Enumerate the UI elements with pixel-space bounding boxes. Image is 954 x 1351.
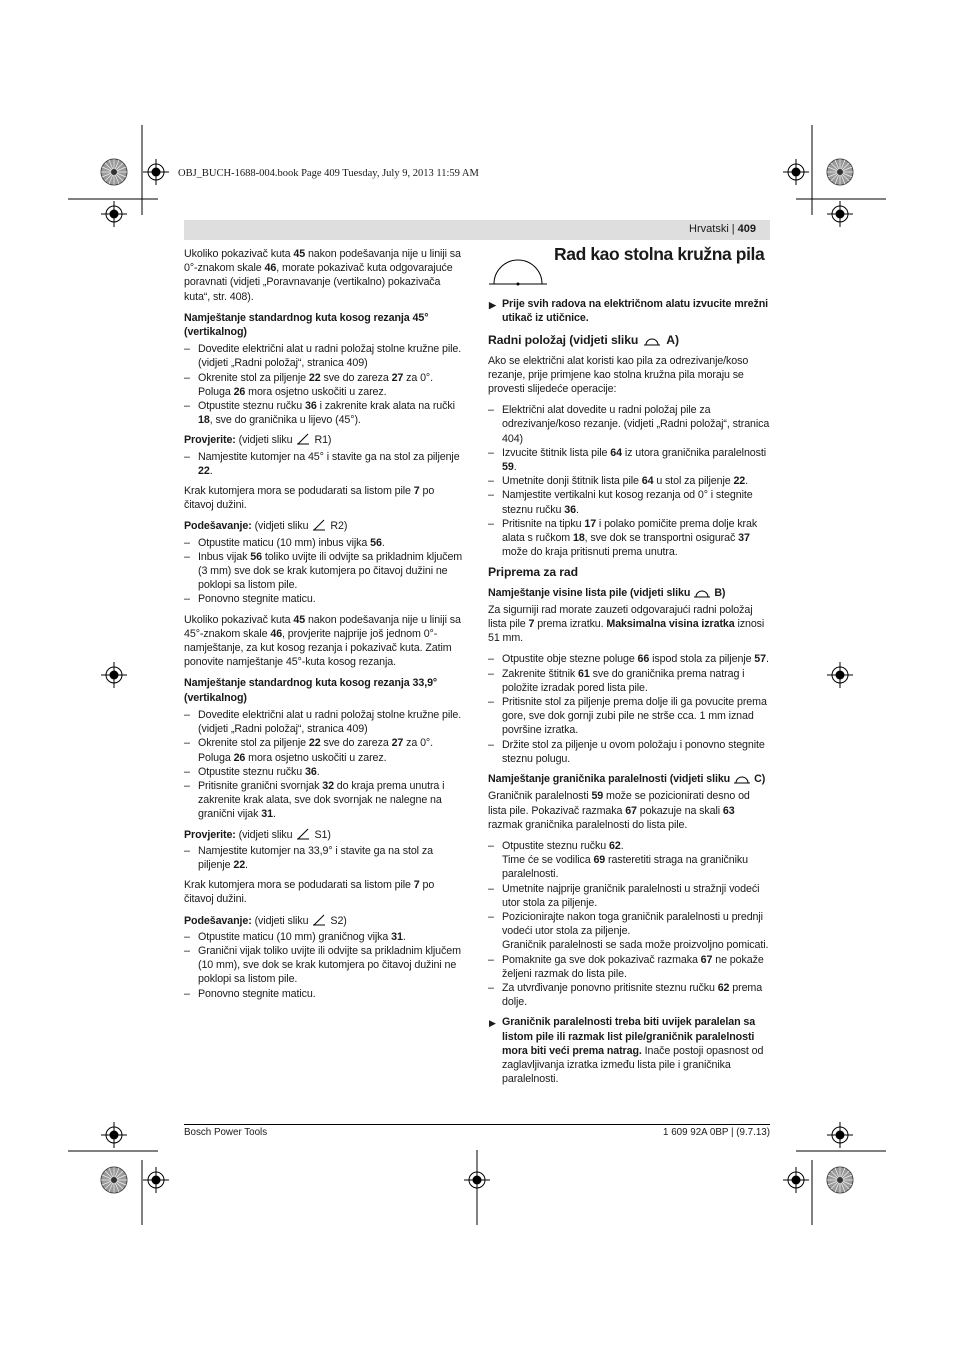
list-item: – Otpustite steznu ručku 36 i zakrenite krak alata na ručki 18, sve do graničnika u lijevo (45°). [184,400,455,427]
paragraph: Za sigurniji rad morate zauzeti odgovarajući radni položaj lista pile 7 prema izratku. Maksimalna visina izratka iznosi 51 mm. [488,603,765,645]
section-title-block [488,244,771,291]
step-list [184,844,466,872]
step-list [488,403,771,559]
list-item: – Pozicionirajte nakon toga graničnik paralelnosti u prednji vodeći utor stola za piljenje. Graničnik paralelnosti se sada može proizvoljno pomicati. [488,910,769,952]
table-saw-figure-icon [694,588,710,598]
paragraph: Krak kutomjera mora se podudarati sa listom pile 7 po čitavoj dužini. [184,879,435,906]
section-heading: Radni položaj (vidjeti sliku A) [488,333,679,348]
step-list [184,930,466,1001]
header-language: Hrvatski [689,223,729,235]
step-list [488,652,771,766]
arrow-bullet-icon: ▶ [489,300,496,310]
page-title: Rad kao stolna kružna pila [554,244,765,264]
paragraph: Graničnik paralelnosti 59 može se pozicionirati desno od lista pile. Pokazivač razmaka 67 pokazuje na skali 63 razmak graničnika paralelnosti do lista pile. [488,790,750,831]
list-item: – Namjestite vertikalni kut kosog rezanja od 0° i stegnite steznu ručku 36. [488,489,753,516]
footer-divider [184,1124,770,1125]
page-number: 409 [737,223,756,235]
list-item: – Dovedite električni alat u radni položaj stolne kružne pile. (vidjeti „Radni položaj“, stranica 409) [184,708,462,736]
footer-doc-number: 1 609 92A 0BP | (9.7.13) [663,1127,770,1138]
paragraph: Ako se električni alat koristi kao pila za odrezivanje/koso rezanje, prije primjene kao stolna kružna pila moraju se provesti slijedeće operacije: [488,354,749,396]
step-list [184,450,466,478]
list-item: – Za utvrđivanje ponovno pritisnite steznu ručku 62 prema dolje. [488,981,763,1009]
print-info-line: OBJ_BUCH-1688-004.book Page 409 Tuesday, July 9, 2013 11:59 AM [178,168,479,179]
list-item: – Dovedite električni alat u radni položaj stolne kružne pile. (vidjeti „Radni položaj“, stranica 409) [184,343,462,370]
adjust-line: Podešavanje: (vidjeti sliku S2) [184,914,347,927]
list-item: – Okrenite stol za piljenje 22 sve do zareza 27 za 0°. Poluga 26 mora osjetno uskočiti u zarez. [184,371,433,398]
list-item: – Otpustite steznu ručku 36. [184,765,320,778]
list-item: – Pritisnite na tipku 17 i polako pomičite prema dolje krak alata s ručkom 18, sve dok se transportni osigurač 37 može do kraja pritisnuti prema unutra. [488,517,758,559]
adjust-line: Podešavanje: (vidjeti sliku R2) [184,520,348,533]
step-list [184,708,466,822]
table-saw-figure-icon [644,336,660,346]
list-item: – Umetnite najprije graničnik paralelnosti u stražnji vodeći utor stola za piljenje. [488,882,760,909]
paragraph: Ukoliko pokazivač kuta 45 nakon podešavanja nije u liniji sa 0°-znakom skale 46, morate pokazivač kuta odgovarajuće poravnati (vidjeti „Poravnavanje (vertikalno) pokazivača kuta“, str. 408). [184,248,461,303]
list-item: – Namjestite kutomjer na 45° i stavite ga na stol za piljenje 22. [184,450,460,477]
step-list [184,342,466,427]
list-item: – Pritisnite granični svornjak 32 do kraja prema unutra i zakrenite krak alata, sve dok svornjak ne nalegne na granični vijak 31. [184,779,445,821]
list-item: – Otpustite steznu ručku 62. Time će se vodilica 69 rasteretiti straga na graničniku paralelnosti. [488,839,748,881]
check-line: Provjerite: (vidjeti sliku S1) [184,828,331,841]
arrow-bullet-icon: ▶ [489,1018,496,1029]
right-column [488,244,771,1094]
step-list [488,839,771,1009]
angle-figure-icon [296,433,310,445]
paragraph: Krak kutomjera mora se podudarati sa listom pile 7 po čitavoj dužini. [184,485,435,512]
list-item: – Otpustite obje stezne poluge 66 ispod stola za piljenje 57. [488,653,769,666]
section-heading: Priprema za rad [488,565,578,580]
paragraph: Ukoliko pokazivač kuta 45 nakon podešavanja nije u liniji sa 45°-znakom skale 46, provjerite najprije još jednom 0°-namještanje, za kut kosog rezanja i pokazivač kuta. Zatim ponovite namještanje 45°-kuta kosog rezanja. [184,613,461,669]
list-item: – Pritisnite stol za piljenje prema dolje ili ga povucite prema gore, sve dok gornji zubi pile ne strše cca. 1 mm iznad površine izratka. [488,696,767,737]
header-separator: | [731,223,735,235]
list-item: – Izvucite štitnik lista pile 64 iz utora graničnika paralelnosti 59. [488,446,767,474]
angle-figure-icon [296,828,310,840]
list-item: – Inbus vijak 56 toliko uvijte ili odvijte sa prikladnim ključem (3 mm) sve dok se krak kutomjera po čitavoj dužini ne poklopi sa listom pile. [184,550,463,592]
footer-brand: Bosch Power Tools [184,1127,268,1138]
list-item: – Zakrenite štitnik 61 sve do graničnika prema natrag i položite izradak pored lista pile. [488,667,745,694]
left-column [184,247,466,1007]
list-item: – Ponovno stegnite maticu. [184,593,316,606]
subheading: Namještanje visine lista pile (vidjeti sliku B) [488,586,726,599]
list-item: – Otpustite maticu (10 mm) graničnog vijka 31. [184,930,406,943]
angle-figure-icon [312,914,326,926]
subheading: Namještanje standardnog kuta kosog rezanja 45° (vertikalnog) [184,311,429,339]
list-item: – Otpustite maticu (10 mm) inbus vijka 56. [184,536,385,549]
list-item: – Okrenite stol za piljenje 22 sve do zareza 27 za 0°. Poluga 26 mora osjetno uskočiti u zarez. [184,737,433,764]
list-item: – Ponovno stegnite maticu. [184,987,316,1000]
angle-figure-icon [312,519,326,531]
list-item: – Pomaknite ga sve dok pokazivač razmaka 67 ne pokaže željeni razmak do lista pile. [488,953,764,980]
list-item: – Umetnite donji štitnik lista pile 64 u stol za piljenje 22. [488,475,749,488]
warning-note: ▶ Graničnik paralelnosti treba biti uvijek paralelan sa listom pile ili razmak list pile/graničnik paralelnosti mora biti veći prema natrag. Inače postoji opasnost od zaglavljivanja izratka između lista pile i graničnika paralelnosti. [489,1016,764,1086]
list-item: – Granični vijak toliko uvijte ili odvijte sa prikladnim ključem (10 mm), sve dok se krak kutomjera po čitavoj dužini ne poklopi sa listom pile. [184,944,461,986]
warning-note: ▶ Prije svih radova na električnom alatu izvucite mrežni utikač iz utičnice. [489,298,769,325]
step-list [184,536,466,607]
table-saw-figure-icon [734,774,750,784]
table-saw-mode-icon [488,255,548,287]
page-header [184,220,770,240]
check-line: Provjerite: (vidjeti sliku R1) [184,434,332,447]
list-item: – Držite stol za piljenje u ovom položaju i ponovno stegnite steznu polugu. [488,738,765,765]
list-item: – Namjestite kutomjer na 33,9° i stavite ga na stol za piljenje 22. [184,844,433,871]
subheading: Namještanje graničnika paralelnosti (vidjeti sliku C) [488,773,766,786]
subheading: Namještanje standardnog kuta kosog rezanja 33,9° (vertikalnog) [184,677,438,704]
list-item: – Električni alat dovedite u radni položaj pile za odrezivanje/koso rezanje. (vidjeti „Radni položaj“, stranica 404) [488,404,770,445]
